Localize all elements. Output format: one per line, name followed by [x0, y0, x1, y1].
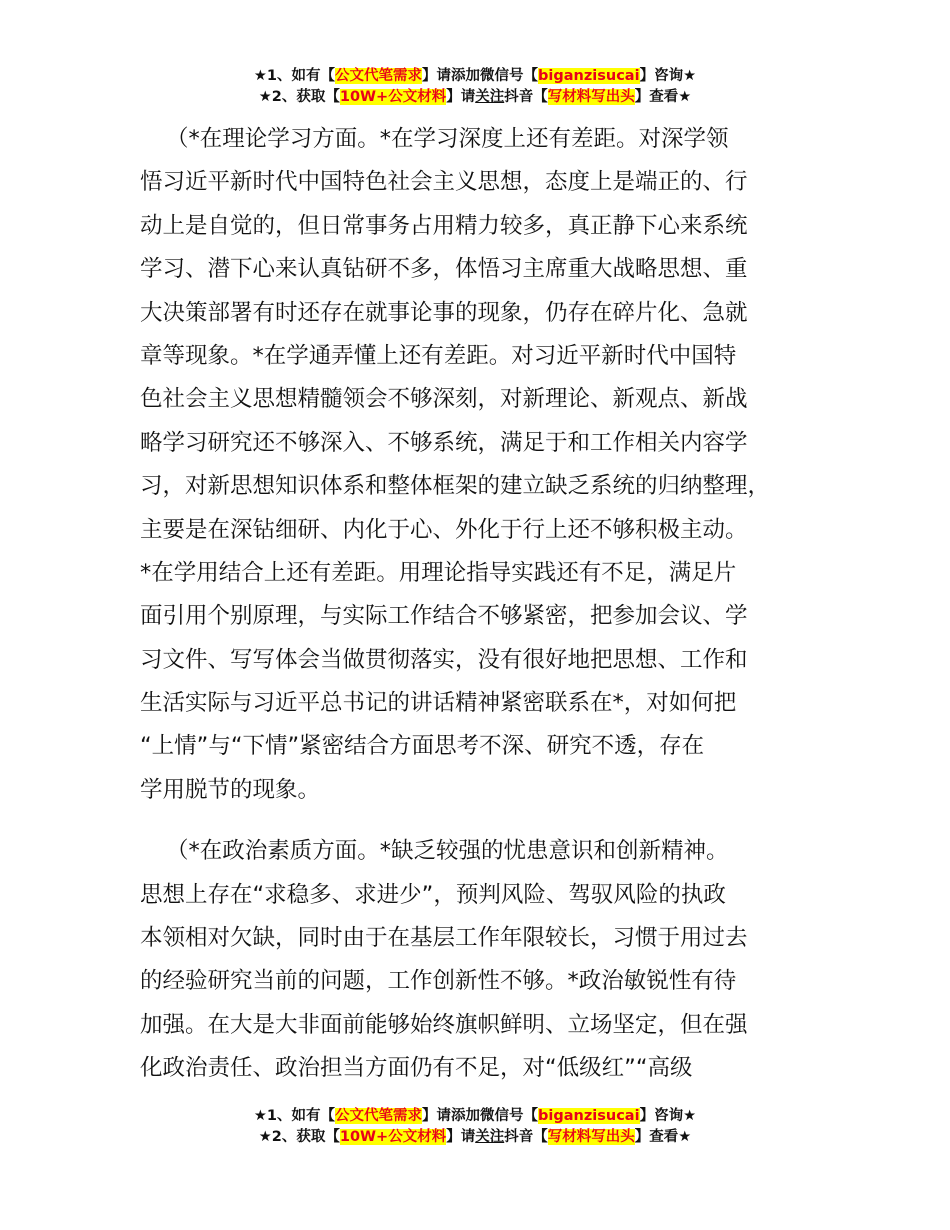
banner-line-2: [0, 1127, 950, 1148]
wechat-id: biganzisucai: [538, 1108, 640, 1124]
highlight-text: 10W+公文材料: [339, 89, 447, 105]
text-line: 生活实际与习近平总书记的讲话精神紧密联系在*，对如何把: [140, 690, 737, 717]
paragraph-theory-study: [140, 118, 830, 812]
text-line: 本领相对欠缺，同时由于在基层工作年限较长，习惯于用过去: [140, 925, 748, 952]
banner-text: 抖音【: [504, 89, 548, 105]
wechat-id: biganzisucai: [538, 68, 640, 84]
text-line: 加强。在大是大非面前能够始终旗帜鲜明、立场坚定，但在强: [140, 1011, 748, 1038]
banner-text: ★2、获取【: [258, 89, 340, 105]
banner-text: ★2、获取【: [258, 1129, 340, 1145]
text-line: （*在政治素质方面。*缺乏较强的忧患意识和创新精神。: [166, 838, 729, 865]
text-line: “上情”与“下情”紧密结合方面思考不深、研究不透，存在: [140, 733, 705, 760]
banner-line-1: [0, 1106, 950, 1127]
highlight-text: 写材料写出头: [547, 89, 635, 105]
highlight-text: 公文代笔需求: [335, 68, 423, 84]
banner-text: 】请: [422, 68, 452, 84]
banner-text: 】查看★: [634, 89, 692, 105]
text-line: 大决策部署有时还存在就事论事的现象，仍存在碎片化、急就: [140, 299, 748, 326]
banner-text: 微信号【: [480, 68, 539, 84]
highlight-text: 公文代笔需求: [335, 1108, 423, 1124]
text-line: 章等现象。*在学通弄懂上还有差距。对习近平新时代中国特: [140, 342, 737, 369]
banner-text: 添加: [451, 68, 481, 84]
header-banner: [0, 66, 950, 108]
underlined-text: 关注: [475, 89, 505, 105]
banner-text: 微信号【: [480, 1108, 539, 1124]
footer-banner: [0, 1106, 950, 1148]
text-line: 色社会主义思想精髓领会不够深刻，对新理论、新观点、新战: [140, 386, 748, 413]
paragraph-political-quality: [140, 830, 830, 1090]
banner-text: ★1、如有【: [253, 68, 336, 84]
text-line: 略学习研究还不够深入、不够系统，满足于和工作相关内容学: [140, 429, 748, 456]
text-line: 学习、潜下心来认真钻研不多，体悟习主席重大战略思想、重: [140, 256, 748, 283]
banner-text: 】请: [446, 1129, 476, 1145]
text-line: 面引用个别原理，与实际工作结合不够紧密，把参加会议、学: [140, 603, 748, 630]
document-body: [140, 118, 830, 1091]
text-line: 悟习近平新时代中国特色社会主义思想，态度上是端正的、行: [140, 169, 748, 196]
highlight-text: 写材料写出头: [547, 1129, 635, 1145]
banner-line-1: [0, 66, 950, 87]
banner-text: 】请: [422, 1108, 452, 1124]
banner-text: 】咨询★: [639, 68, 697, 84]
text-line: 学用脱节的现象。: [140, 776, 321, 803]
text-line: 思想上存在“求稳多、求进少”，预判风险、驾驭风险的执政: [140, 881, 726, 908]
text-line: 主要是在深钻细研、内化于心、外化于行上还不够积极主动。: [140, 516, 748, 543]
text-line: （*在理论学习方面。*在学习深度上还有差距。对深学领: [166, 126, 729, 152]
text-line: 习，对新思想知识体系和整体框架的建立缺乏系统的归纳整理，: [140, 473, 771, 500]
banner-text: 】查看★: [634, 1129, 692, 1145]
text-line: 习文件、写写体会当做贯彻落实，没有很好地把思想、工作和: [140, 646, 748, 673]
highlight-text: 10W+公文材料: [339, 1129, 447, 1145]
banner-text: ★1、如有【: [253, 1108, 336, 1124]
banner-text: 抖音【: [504, 1129, 548, 1145]
text-line: 化政治责任、政治担当方面仍有不足，对“低级红”“高级: [140, 1055, 693, 1082]
banner-line-2: [0, 87, 950, 108]
text-line: 动上是自觉的，但日常事务占用精力较多，真正静下心来系统: [140, 212, 748, 239]
banner-text: 添加: [451, 1108, 481, 1124]
banner-text: 】咨询★: [639, 1108, 697, 1124]
banner-text: 】请: [446, 89, 476, 105]
underlined-text: 关注: [475, 1129, 505, 1145]
text-line: 的经验研究当前的问题，工作创新性不够。*政治敏锐性有待: [140, 968, 737, 995]
text-line: *在学用结合上还有差距。用理论指导实践还有不足，满足片: [140, 559, 737, 586]
